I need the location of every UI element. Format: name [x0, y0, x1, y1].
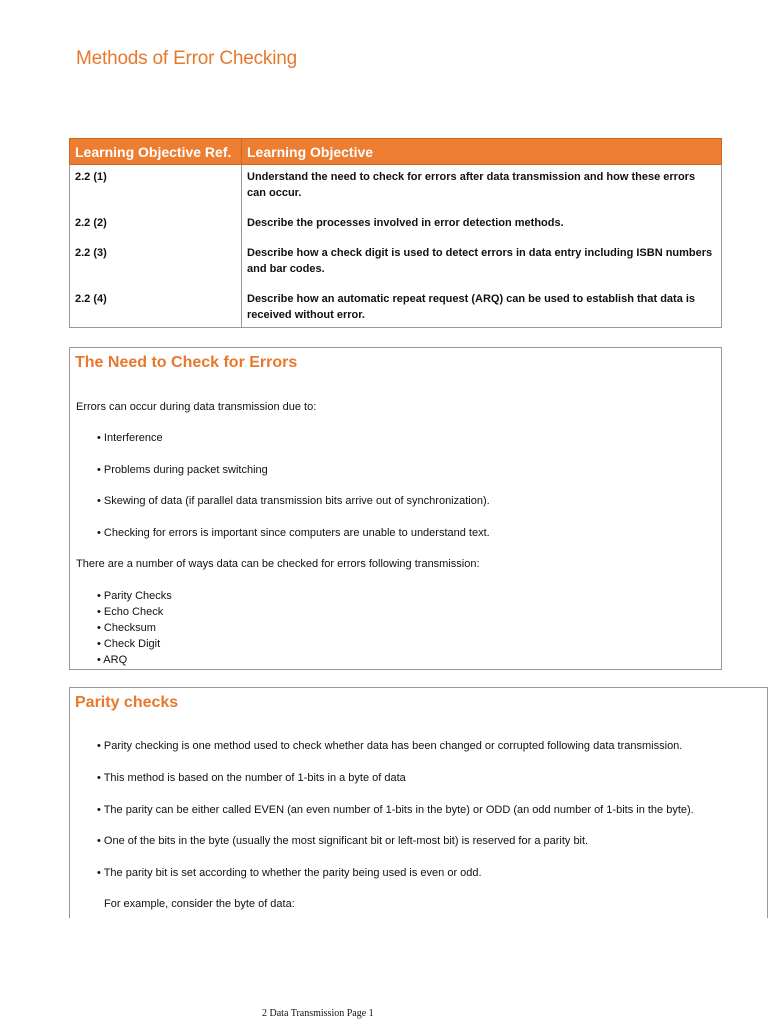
list-item: • Parity checking is one method used to check whether data has been changed or corrupted following data transmission.: [97, 740, 683, 752]
learning-objectives-table: [69, 138, 722, 328]
section-heading: The Need to Check for Errors: [75, 354, 298, 371]
need-section: [69, 347, 722, 670]
page-title: Methods of Error Checking: [76, 48, 297, 69]
objective-text: Describe how an automatic repeat request (ARQ) can be used to establish that data is received without error.: [242, 287, 722, 328]
objective-text: Describe how a check digit is used to detect errors in data entry including ISBN numbers and bar codes.: [242, 241, 722, 287]
column-header: Learning Objective Ref.: [70, 139, 242, 165]
table-row: [70, 211, 722, 241]
list-item: • Problems during packet switching: [97, 464, 268, 476]
objective-ref: 2.2 (2): [70, 211, 242, 241]
list-item: • This method is based on the number of 1-bits in a byte of data: [97, 772, 406, 784]
list-item: • Echo Check: [97, 606, 164, 618]
list-item: • Parity Checks: [97, 590, 172, 602]
paragraph: There are a number of ways data can be checked for errors following transmission:: [76, 558, 480, 570]
table-header-row: [70, 139, 722, 165]
page-footer: 2 Data Transmission Page 1: [262, 1008, 374, 1019]
list-item: • Check Digit: [97, 638, 161, 650]
objective-ref: 2.2 (1): [70, 165, 242, 212]
list-item: • One of the bits in the byte (usually the most significant bit or left-most bit) is reserved for a parity bit.: [97, 835, 589, 847]
objective-text: Describe the processes involved in error detection methods.: [242, 211, 722, 241]
section-heading: Parity checks: [75, 694, 179, 711]
list-item: • Interference: [97, 432, 163, 444]
table-row: [70, 165, 722, 212]
list-item: • Checksum: [97, 622, 156, 634]
objective-text: Understand the need to check for errors after data transmission and how these errors can occur.: [242, 165, 722, 212]
list-item: • The parity can be either called EVEN (an even number of 1-bits in the byte) or ODD (an odd number of 1-bits in the byte).: [97, 804, 694, 816]
table-row: [70, 241, 722, 287]
list-item: • Skewing of data (if parallel data transmission bits arrive out of synchronization).: [97, 495, 490, 507]
parity-section: [69, 687, 768, 918]
objective-ref: 2.2 (4): [70, 287, 242, 328]
paragraph: Errors can occur during data transmission due to:: [76, 401, 317, 413]
list-item: • Checking for errors is important since computers are unable to understand text.: [97, 527, 490, 539]
column-header: Learning Objective: [242, 139, 722, 165]
list-item: • ARQ: [97, 654, 128, 666]
list-item: • The parity bit is set according to whether the parity being used is even or odd.: [97, 867, 482, 879]
objective-ref: 2.2 (3): [70, 241, 242, 287]
table-row: [70, 287, 722, 328]
paragraph: For example, consider the byte of data:: [104, 898, 295, 910]
